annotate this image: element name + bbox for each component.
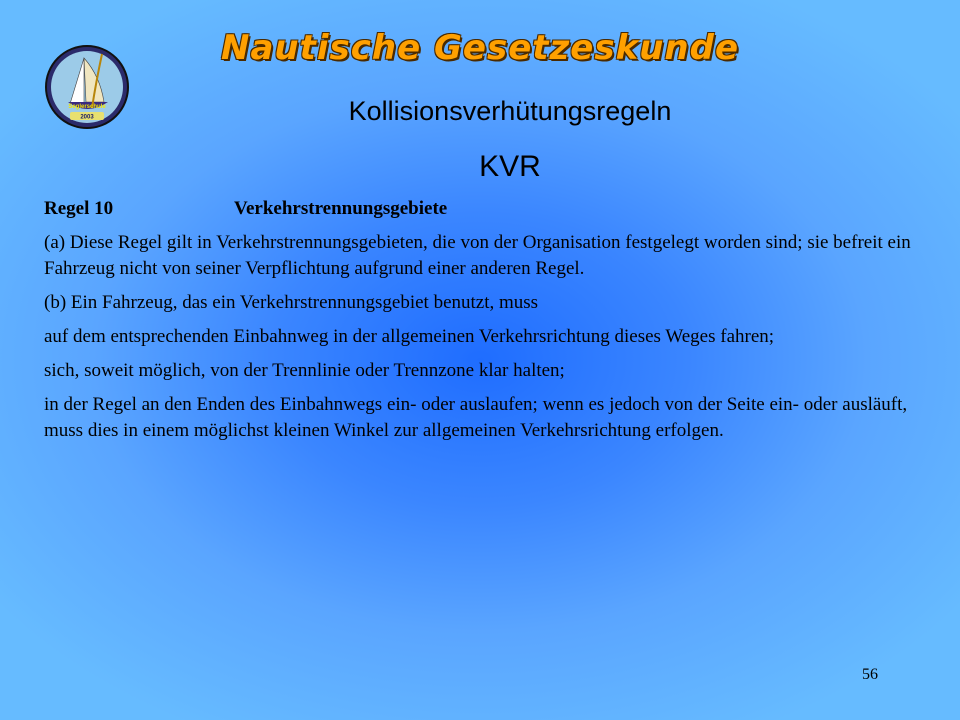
slide-title: Nautische Gesetzeskunde: [220, 28, 740, 68]
rule-name: Verkehrstrennungsgebiete: [234, 198, 448, 219]
abbreviation-heading: KVR: [479, 150, 541, 183]
page-number: 56: [862, 666, 878, 683]
rule-number: Regel 10: [44, 198, 114, 219]
slide-subtitle: Kollisionsverhütungsregeln: [348, 96, 672, 126]
rule-paragraph: in der Regel an den Enden des Einbahnwegs ein- oder auslaufen; wenn es jedoch von der Seite ein- oder ausläuft, muss dies in einem möglichst kleinen Winkel zur allgemeinen Verkehrsrichtung erfolgen.: [44, 394, 908, 441]
rule-paragraph: auf dem entsprechenden Einbahnweg in der allgemeinen Verkehrsrichtung dieses Weges fahren;: [44, 326, 775, 347]
rule-paragraph: (a) Diese Regel gilt in Verkehrstrennungsgebieten, die von der Organisation festgelegt worden sind; sie befreit ein Fahrzeug nicht von seiner Verpflichtung aufgrund einer anderen Regel.: [44, 232, 911, 279]
rule-content: [44, 196, 924, 452]
rule-paragraph: (b) Ein Fahrzeug, das ein Verkehrstrennungsgebiet benutzt, muss: [44, 292, 539, 313]
logo-text: Seglerschule: [68, 104, 106, 110]
logo-year: 2003: [80, 114, 94, 121]
rule-heading: [44, 196, 924, 222]
rule-paragraph: sich, soweit möglich, von der Trennlinie oder Trennzone klar halten;: [44, 360, 565, 381]
